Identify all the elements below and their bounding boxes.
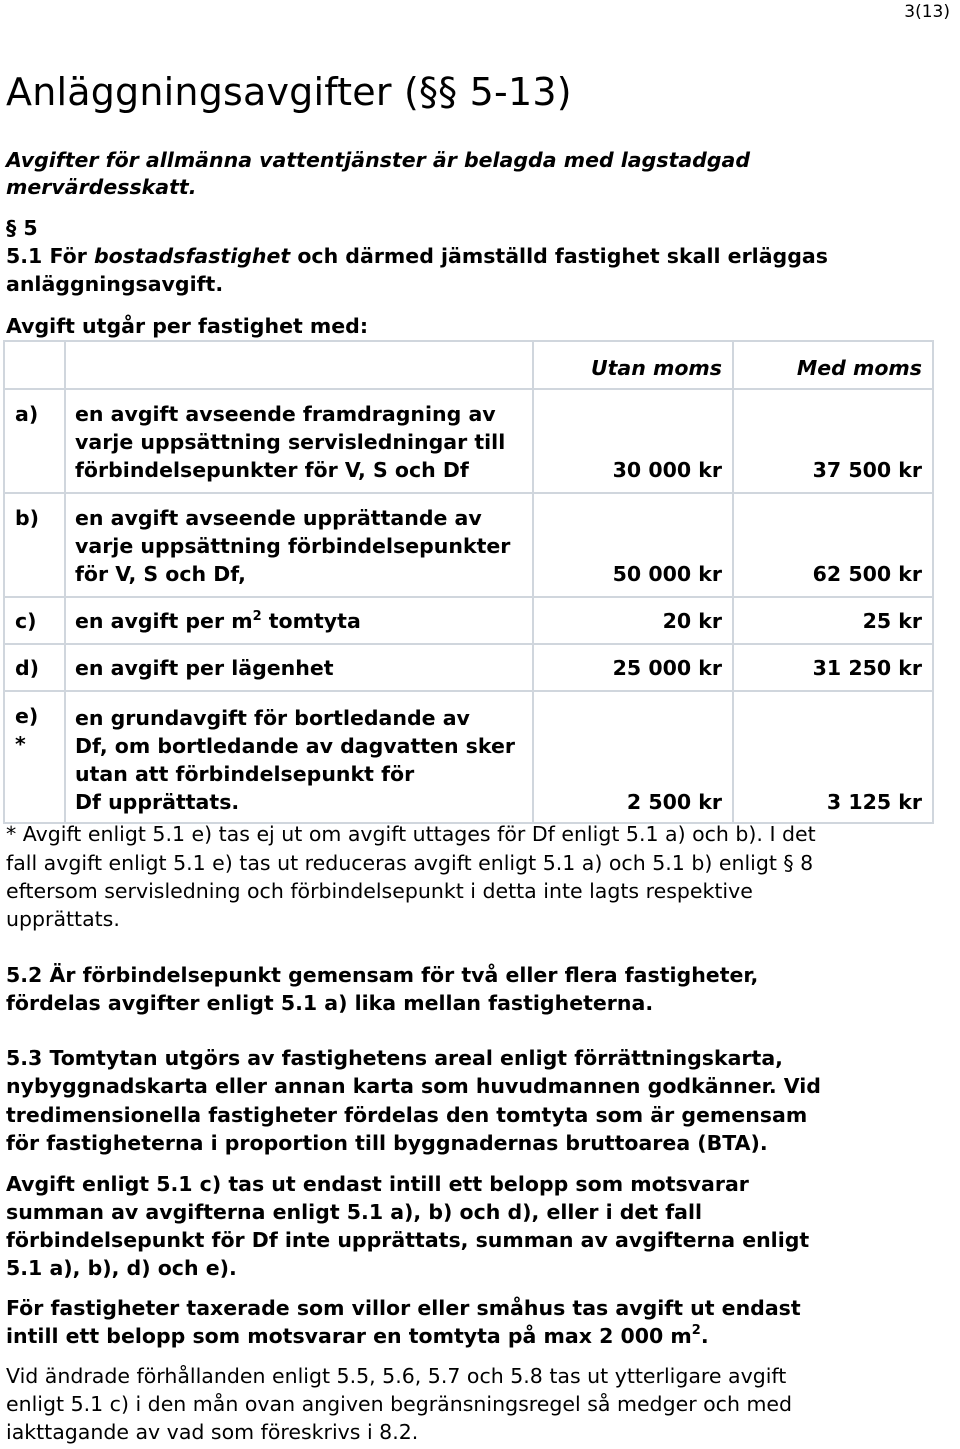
desc-line: utan att förbindelsepunkt för <box>75 762 415 786</box>
amount-excl-vat: 50 000 kr <box>533 493 733 597</box>
paragraph-limit-line-4: 5.1 a), b), d) och e). <box>6 1256 237 1280</box>
header-empty-cell <box>4 341 65 389</box>
fee-table <box>3 340 934 824</box>
paragraph-5-3-line-1: 5.3 Tomtytan utgörs av fastighetens areal enligt förrättningskarta, <box>6 1046 783 1070</box>
paragraph-5-2-line-1: 5.2 Är förbindelsepunkt gemensam för två eller flera fastigheter, <box>6 963 759 987</box>
row-label-asterisk: * <box>15 732 26 756</box>
amount-incl-vat: 37 500 kr <box>733 389 933 493</box>
desc-line: Df, om bortledande av dagvatten sker <box>75 734 515 758</box>
paragraph-villa-line-1: För fastigheter taxerade som villor eller småhus tas avgift ut endast <box>6 1296 801 1320</box>
desc-line: varje uppsättning förbindelsepunkter <box>75 534 511 558</box>
header-empty-cell <box>65 341 533 389</box>
paragraph-5-3-line-2: nybyggnadskarta eller annan karta som huvudmannen godkänner. Vid <box>6 1074 821 1098</box>
section-5-1-intro <box>6 242 828 270</box>
table-row <box>4 389 933 493</box>
row-label: b) <box>4 493 65 597</box>
villa-text: . <box>700 1324 709 1348</box>
header-incl-vat: Med moms <box>733 341 933 389</box>
table-row <box>4 597 933 644</box>
paragraph-5-3-line-4: för fastigheterna i proportion till byggnadernas bruttoarea (BTA). <box>6 1131 768 1155</box>
amount-excl-vat: 25 000 kr <box>533 644 733 691</box>
row-label: a) <box>4 389 65 493</box>
table-row <box>4 493 933 597</box>
page-title: Anläggningsavgifter (§§ 5-13) <box>6 70 572 114</box>
footnote-line-1: * Avgift enligt 5.1 e) tas ej ut om avgift uttages för Df enligt 5.1 a) och b). I det <box>6 822 816 846</box>
paragraph-5-3-line-3: tredimensionella fastigheter fördelas den tomtyta som är gemensam <box>6 1103 808 1127</box>
row-label: c) <box>4 597 65 644</box>
paragraph-changes-line-1: Vid ändrade förhållanden enligt 5.5, 5.6, 5.7 och 5.8 tas ut ytterligare avgift <box>6 1364 787 1388</box>
per-property-label: Avgift utgår per fastighet med: <box>6 314 369 338</box>
paragraph-limit-line-1: Avgift enligt 5.1 c) tas ut endast intill ett belopp som motsvarar <box>6 1172 749 1196</box>
desc-line: en grundavgift för bortledande av <box>75 706 470 730</box>
row-description <box>65 493 533 597</box>
paragraph-changes-line-3: iakttagande av vad som föreskrivs i 8.2. <box>6 1420 419 1444</box>
desc-line: förbindelsepunkter för V, S och Df <box>75 458 469 482</box>
intro-prefix: 5.1 För <box>6 244 94 268</box>
amount-incl-vat: 3 125 kr <box>733 691 933 823</box>
villa-text: intill ett belopp som motsvarar en tomtyta på max 2 000 m <box>6 1324 692 1348</box>
header-excl-vat: Utan moms <box>533 341 733 389</box>
section-5-heading: § 5 <box>6 216 38 240</box>
vat-note-line-2: mervärdesskatt. <box>6 175 197 199</box>
desc-line: en avgift avseende upprättande av <box>75 506 482 530</box>
desc-line: en avgift avseende framdragning av <box>75 402 496 426</box>
amount-incl-vat: 25 kr <box>733 597 933 644</box>
row-label-line: e) <box>15 704 39 728</box>
section-5-1-intro-line-2: anläggningsavgift. <box>6 272 224 296</box>
desc-line: varje uppsättning servisledningar till <box>75 430 506 454</box>
paragraph-5-2-line-2: fördelas avgifter enligt 5.1 a) lika mellan fastigheterna. <box>6 991 654 1015</box>
amount-incl-vat: 62 500 kr <box>733 493 933 597</box>
vat-note-line-1: Avgifter för allmänna vattentjänster är belagda med lagstadgad <box>6 148 751 172</box>
row-description <box>65 597 533 644</box>
paragraph-limit-line-3: förbindelsepunkt för Df inte upprättats, summan av avgifterna enligt <box>6 1228 810 1252</box>
intro-suffix: och därmed jämställd fastighet skall erläggas <box>290 244 828 268</box>
page-number: 3(13) <box>904 2 950 22</box>
row-description <box>65 389 533 493</box>
desc-text: en avgift per m <box>75 608 253 633</box>
intro-italic-term: bostadsfastighet <box>93 244 291 268</box>
row-label: d) <box>4 644 65 691</box>
row-description: en avgift per lägenhet <box>65 644 533 691</box>
desc-line: Df upprättats. <box>75 790 240 814</box>
table-row <box>4 644 933 691</box>
table-header-row <box>4 341 933 389</box>
amount-excl-vat: 30 000 kr <box>533 389 733 493</box>
row-label <box>4 691 65 823</box>
superscript: 2 <box>252 608 262 624</box>
desc-text: tomtyta <box>261 608 361 633</box>
table-row <box>4 691 933 823</box>
superscript: 2 <box>691 1323 701 1338</box>
paragraph-limit-line-2: summan av avgifterna enligt 5.1 a), b) och d), eller i det fall <box>6 1200 703 1224</box>
amount-excl-vat: 2 500 kr <box>533 691 733 823</box>
paragraph-villa-line-2 <box>6 1322 709 1350</box>
desc-line: för V, S och Df, <box>75 562 246 586</box>
footnote-line-2: fall avgift enligt 5.1 e) tas ut reduceras avgift enligt 5.1 a) och 5.1 b) enligt § 8 <box>6 851 814 875</box>
amount-excl-vat: 20 kr <box>533 597 733 644</box>
paragraph-changes-line-2: enligt 5.1 c) i den mån ovan angiven begränsningsregel så medger och med <box>6 1392 793 1416</box>
amount-incl-vat: 31 250 kr <box>733 644 933 691</box>
footnote-line-3: eftersom servisledning och förbindelsepunkt i detta inte lagts respektive <box>6 879 753 903</box>
footnote-line-4: upprättats. <box>6 907 120 931</box>
row-description <box>65 691 533 823</box>
